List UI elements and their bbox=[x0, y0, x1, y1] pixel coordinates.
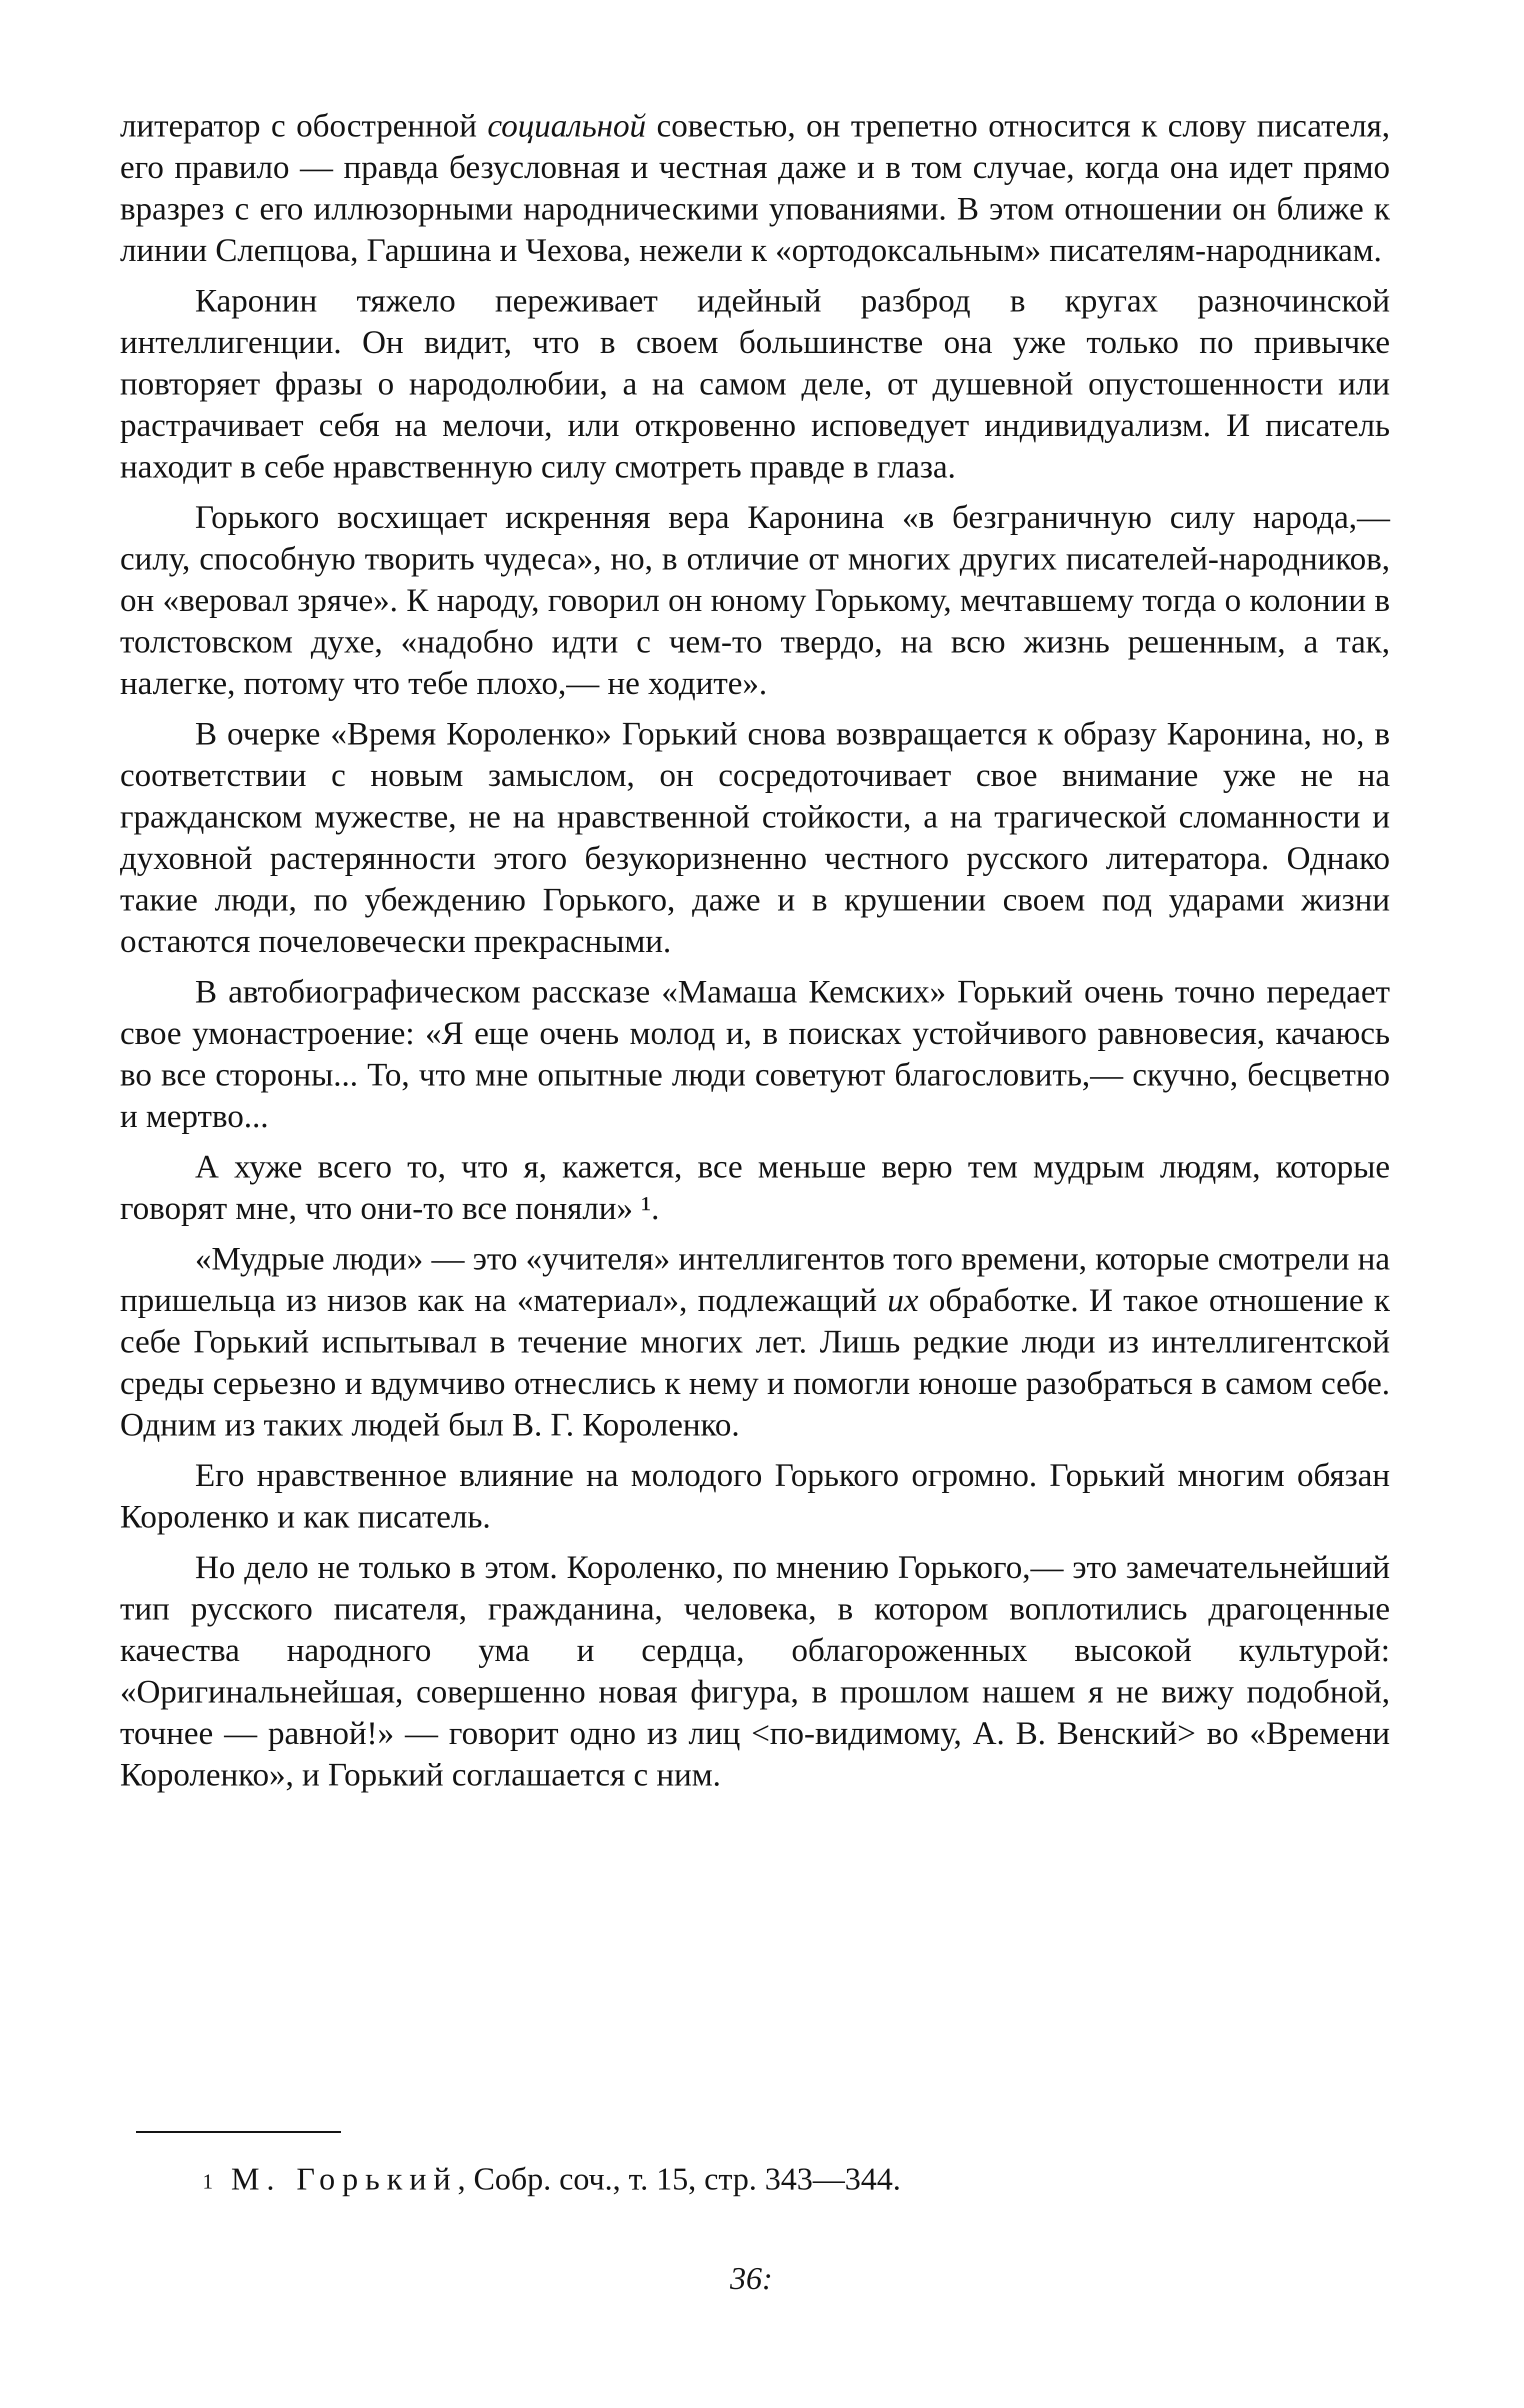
footnote-source: , Собр. соч., т. 15, стр. 343—344. bbox=[458, 2161, 901, 2196]
paragraph: «Мудрые люди» — это «учителя» интеллигентов того времени, которые смотрели на пришельца из низов как на «материал», подлежащий их обработке. И такое отношение к себе Горький испытывал в течение многих лет. Лишь редкие люди из интеллигентской среды серьезно и вдумчиво отнеслись к нему и помогли юноше разобраться в самом себе. Одним из таких людей был В. Г. Короленко. bbox=[120, 1240, 1390, 1443]
body-text bbox=[120, 105, 1390, 1796]
paragraph: В автобиографическом рассказе «Мамаша Кемских» Горький очень точно передает свое умонастроение: «Я еще очень молод и, в поисках устойчивого равновесия, качаюсь во все стороны... То, что мне опытные люди советуют благословить,— скучно, бесцветно и мертво... bbox=[120, 974, 1390, 1134]
paragraph: Горького восхищает искренняя вера Каронина «в безграничную силу народа,— силу, способную творить чудеса», но, в отличие от многих других писателей-народников, он «веровал зряче». К народу, говорил он юному Горькому, мечтавшему тогда о колонии в толстовском духе, «надобно идти с чем-то твердо, на всю жизнь решенным, а так, налегке, потому что тебе плохо,— не ходите». bbox=[120, 499, 1390, 702]
paragraph: литератор с обостренной социальной совестью, он трепетно относится к слову писателя, его правило — правда безусловная и честная даже и в том случае, когда она идет прямо вразрез с его иллюзорными народническими упованиями. В этом отношении он ближе к линии Слепцова, Гаршина и Чехова, нежели к «ортодоксальным» писателям-народникам. bbox=[120, 108, 1390, 268]
paragraph: Его нравственное влияние на молодого Горького огромно. Горький многим обязан Короленко и как писатель. bbox=[120, 1457, 1390, 1535]
paragraph: А хуже всего то, что я, кажется, все меньше верю тем мудрым людям, которые говорят мне, что они-то все поняли» ¹. bbox=[120, 1148, 1390, 1226]
italic-word: их bbox=[887, 1282, 918, 1318]
footnote-mark: 1 bbox=[202, 2170, 213, 2194]
paragraph: В очерке «Время Короленко» Горький снова возвращается к образу Каронина, но, в соответствии с новым замыслом, он сосредоточивает свое внимание уже не на гражданском мужестве, не на нравственной стойкости, а на трагической сломанности и духовной растерянности этого безукоризненно честного русского литератора. Однако такие люди, по убеждению Горького, даже и в крушении своем под ударами жизни остаются почеловечески прекрасными. bbox=[120, 716, 1390, 960]
footnote-author: М. Горький bbox=[231, 2161, 458, 2196]
italic-word: социальной bbox=[487, 108, 646, 144]
paragraph: Каронин тяжело переживает идейный разброд в кругах разночинской интеллигенции. Он видит, что в своем большинстве она уже только по привычке повторяет фразы о народолюбии, а на самом деле, от душевной опустошенности или растрачивает себя на мелочи, или откровенно исповедует индивидуализм. И писатель находит в себе нравственную силу смотреть правде в глаза. bbox=[120, 282, 1390, 485]
footnote-divider bbox=[136, 2131, 341, 2133]
page-number: 36: bbox=[730, 2260, 773, 2296]
footnote bbox=[202, 2159, 1352, 2202]
paragraph: Но дело не только в этом. Короленко, по мнению Горького,— это замечательнейший тип русского писателя, гражданина, человека, в котором воплотились драгоценные качества народного ума и сердца, облагороженных высокой культурой: «Оригинальнейшая, совершенно новая фигура, в прошлом нашем я не вижу подобной, точнее — равной!» — говорит одно из лиц <по-видимому, А. В. Венский> во «Времени Короленко», и Горький соглашается с ним. bbox=[120, 1549, 1390, 1793]
